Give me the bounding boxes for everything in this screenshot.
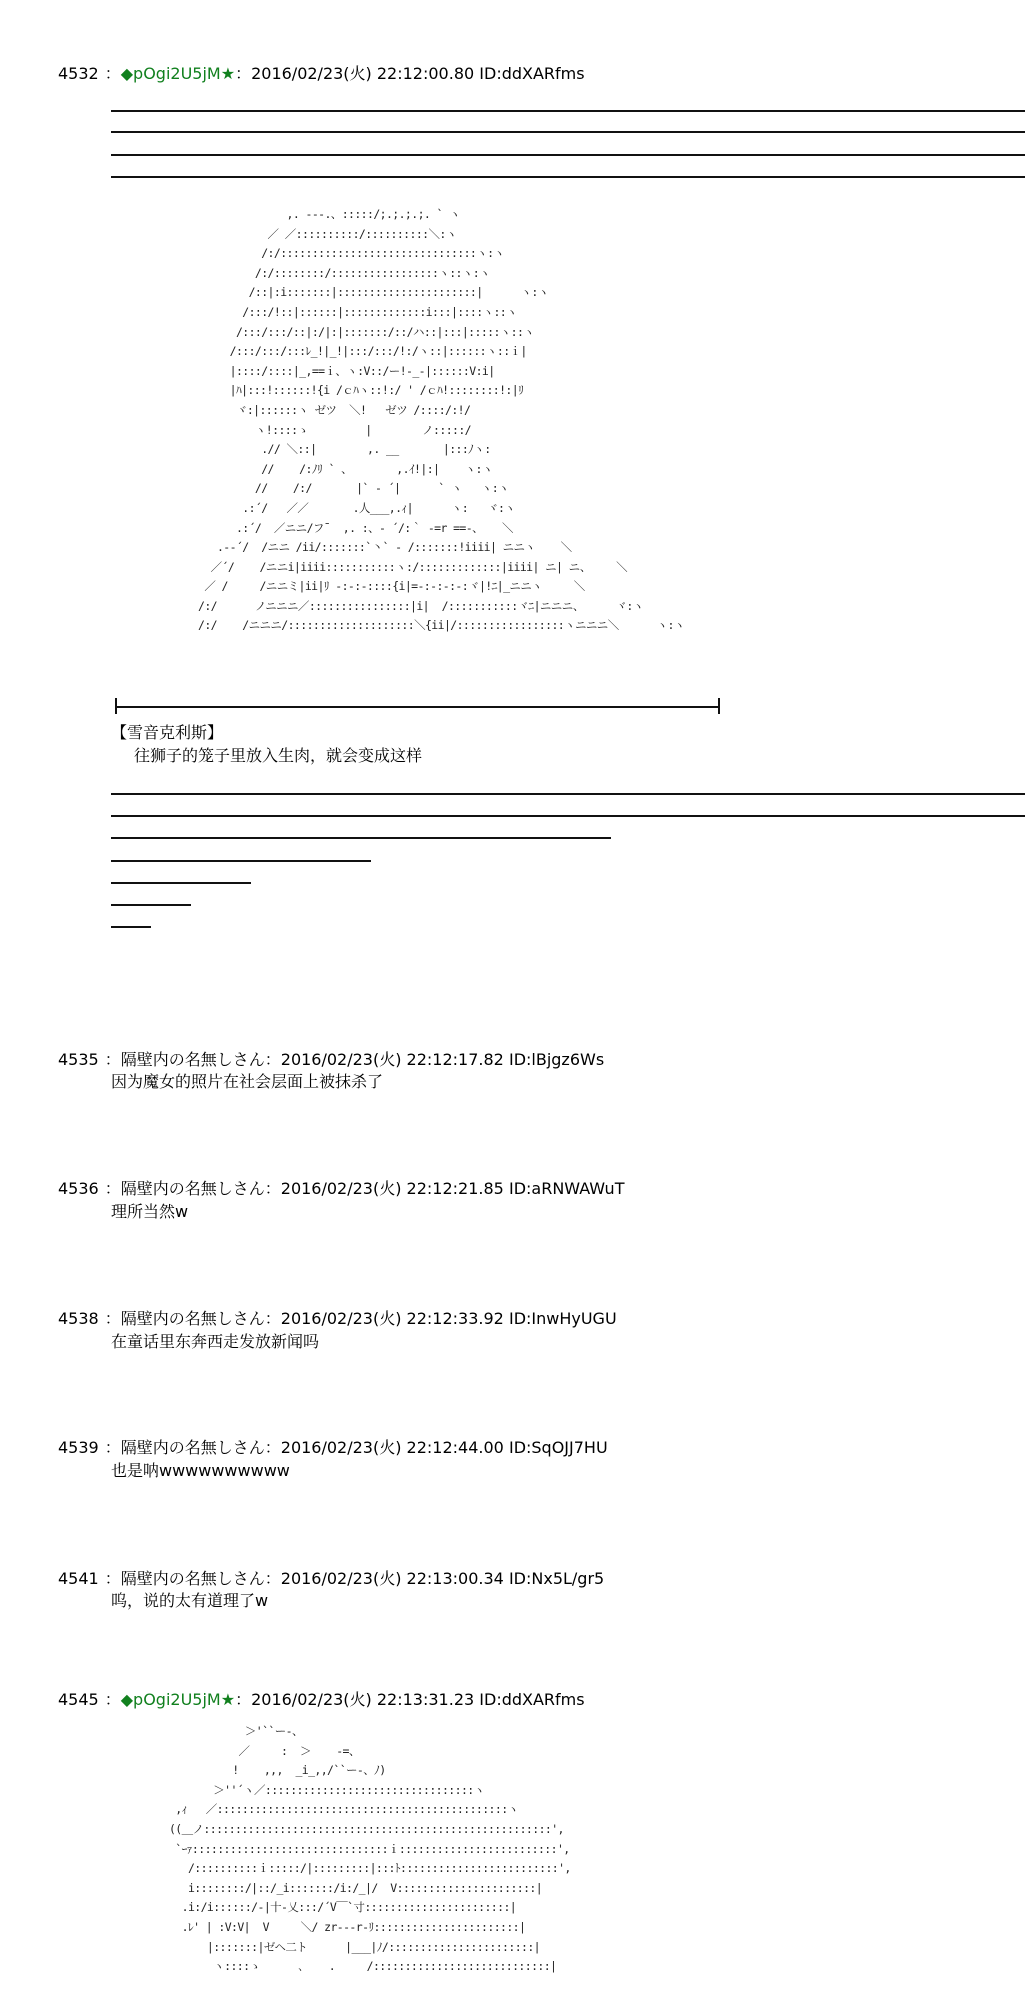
post-id[interactable]: ID:lBjgz6Ws	[508, 1050, 605, 1069]
post-number[interactable]: 4539	[58, 1438, 99, 1457]
divider-line	[111, 904, 191, 906]
post-body: 呜，说的太有道理了w	[111, 1591, 269, 1610]
scene-bracket-line	[115, 706, 720, 708]
ascii-art-character: ,. -‐-.、:::::/;.;.;.;. ` ヽ ／ ／::::::::::/::::::::::＼:ヽ /:/:::::::::::::::::::::::::::::::ヽ:ヽ /:/::::::::/:::::::::::::::::ヽ::ヽ:ヽ /::|:i:::::::|::::::::::::::::::::::| ヽ:ヽ /:::/!::|::::::|:::::::::::::i:::|::::ヽ::ヽ /:::/:::/::|:/|:|:::::::/::/ハ::|:::|:::::ヽ::ヽ /:::/:::/:::ﾚ_!|_!|:::/:::/!:/ヽ::|::::::ヽ::ｉ| |::::/::::|_,==ｉ、ヽ:V::/ー!-_-|::::::V:i| |ﾊ|:::!::::::!{i /ｃﾊヽ::!:/ ' /ｃﾊ!::::::::!:|ﾘ ヾ:|::::::ヽ ゼツ ＼! ゼツ /::::/:!/ ヽ!::::ゝ | ノ:::::/ .// ＼::| ,. __ |:::ﾉヽ: // /:ﾉﾘ ` 、 ,.ｲ!|:| ヽ:ヽ // /:/ |` ‐ ´| ` ヽ ヽ:ヽ .:´/ ／／ .人___,.ｨ| ヽ: ヾ:ヽ .:´/ ／ニニ/フ¯ ,. :、‐ ´/:｀ ‐=r ==-、 ＼ .-‐´/ /ニニ /ii/:::::::`丶` ‐ /:::::::!iiii| ニニヽ ＼ ／´/ /ニニi|iiii:::::::::::ヽ:/:::::::::::::|iiii| ニ| ニ、 ＼ ／ / /ニニミ|ii|ﾘ -:-:-::::{i|=-:-:-:-:ヾ|!ﾆ|_ニニヽ ＼ /:/ ノニニニ／::::::::::::::::|i| /:::::::::::ヾﾆ|ニニニ、 ヾ:ヽ /:/ /ニニニ/::::::::::::::::::::＼{ii|/:::::::::::::::::ヽニニニ＼ ヽ:ヽ	[198, 207, 685, 633]
separator: ：	[104, 1309, 121, 1328]
post-header	[58, 61, 585, 84]
scene-bracket-right	[718, 698, 720, 714]
post-number[interactable]: 4535	[58, 1050, 99, 1069]
separator: ：	[264, 1050, 281, 1069]
separator: ：	[235, 64, 252, 83]
divider-line	[111, 882, 251, 884]
post-id[interactable]: ID:ddXARfms	[479, 1690, 585, 1709]
separator: ：	[104, 1690, 121, 1709]
post-id[interactable]: ID:aRNWAWuT	[508, 1179, 625, 1198]
post-body: 在童话里东奔西走发放新闻吗	[111, 1332, 320, 1351]
post-number[interactable]: 4538	[58, 1309, 99, 1328]
poster-trip: ◆pOgi2U5jM★	[120, 64, 236, 83]
post-header	[58, 1047, 604, 1070]
post-date: 2016/02/23(火) 22:12:21.85	[280, 1179, 504, 1198]
separator: ：	[235, 1690, 252, 1709]
post-date: 2016/02/23(火) 22:12:33.92	[280, 1309, 504, 1328]
divider-line	[111, 815, 1025, 817]
separator: ：	[264, 1569, 281, 1588]
divider-line	[111, 793, 1025, 795]
post-header	[58, 1306, 617, 1329]
separator: ：	[104, 64, 121, 83]
speaker-label: 【雪音克利斯】	[111, 723, 224, 742]
poster-name: 隔壁内の名無しさん	[120, 1179, 265, 1198]
post-body: 因为魔女的照片在社会层面上被抹杀了	[111, 1072, 384, 1091]
separator: ：	[264, 1309, 281, 1328]
post-date: 2016/02/23(火) 22:13:00.34	[280, 1569, 509, 1588]
post-header	[58, 1566, 604, 1589]
separator: ：	[264, 1438, 281, 1457]
post-date: 2016/02/23(火) 22:12:17.82	[280, 1050, 504, 1069]
post-date: 2016/02/23(火) 22:12:44.00	[280, 1438, 504, 1457]
poster-name: 隔壁内の名無しさん	[120, 1569, 265, 1588]
poster-trip: ◆pOgi2U5jM★	[120, 1690, 236, 1709]
post-number[interactable]: 4532	[58, 64, 99, 83]
post-number[interactable]: 4545	[58, 1690, 99, 1709]
post-number[interactable]: 4536	[58, 1179, 99, 1198]
separator: ：	[264, 1179, 281, 1198]
divider-line	[111, 176, 1025, 178]
scene-bracket-left	[115, 698, 117, 714]
divider-line	[111, 131, 1025, 133]
poster-name: 隔壁内の名無しさん	[120, 1438, 265, 1457]
post-number[interactable]: 4541	[58, 1569, 99, 1588]
separator: ：	[104, 1179, 121, 1198]
poster-name: 隔壁内の名無しさん	[120, 1309, 265, 1328]
divider-line	[111, 154, 1025, 156]
ascii-art-character: ＞'``ー-、 ／ : ＞ -=、 ! ,,, _i_,,/``ー-、ﾉ) ＞''´ヽ／:::::::::::::::::::::::::::::::::ヽ ,ｨ ／::::::::::::::::::::::::::::::::::::::::::::::ヽ ((＿ノ:::::::::::::::::::::::::::::::::::::::::::::::::::::::', `ｰｧ:::::::::::::::::::::::::::::::ｉ:::::::::::::::::::::::::', /::::::::::ｉ:::::/|:::::::::|:::ﾄ:::::::::::::::::::::::::', i::::::::/|::/_i:::::::/i:/_|/ V::::::::::::::::::::::| .i:/i::::::/-|十-乂:::/´V￣`寸:::::::::::::::::::::::| .ﾚ' | :V:V| V ＼/ zr---r-ﾘ:::::::::::::::::::::::| |:::::::|ゼヘ二ト |___|ﾉ/:::::::::::::::::::::::| ヽ::::ゝ ､ . /::::::::::::::::::::::::::::|	[168, 1724, 571, 1974]
divider-line	[111, 110, 1025, 112]
post-id[interactable]: ID:InwHyUGU	[508, 1309, 617, 1328]
divider-line	[111, 860, 371, 862]
post-header	[58, 1687, 585, 1710]
post-header	[58, 1176, 624, 1199]
post-header	[58, 1435, 608, 1458]
post-date: 2016/02/23(火) 22:13:31.23	[251, 1690, 475, 1709]
divider-line	[111, 926, 151, 928]
separator: ：	[104, 1569, 121, 1588]
divider-line	[111, 837, 611, 839]
poster-name: 隔壁内の名無しさん	[120, 1050, 265, 1069]
post-date: 2016/02/23(火) 22:12:00.80	[251, 64, 475, 83]
separator: ：	[104, 1438, 121, 1457]
post-body: 理所当然w	[111, 1202, 189, 1221]
post-id[interactable]: ID:SqOJJ7HU	[508, 1438, 608, 1457]
post-id[interactable]: ID:ddXARfms	[479, 64, 585, 83]
speech-text: 往狮子的笼子里放入生肉，就会变成这样	[134, 746, 423, 765]
separator: ：	[104, 1050, 121, 1069]
post-id[interactable]: ID:Nx5L/gr5	[508, 1569, 605, 1588]
post-body: 也是呐wwwwwwwwww	[111, 1461, 290, 1480]
